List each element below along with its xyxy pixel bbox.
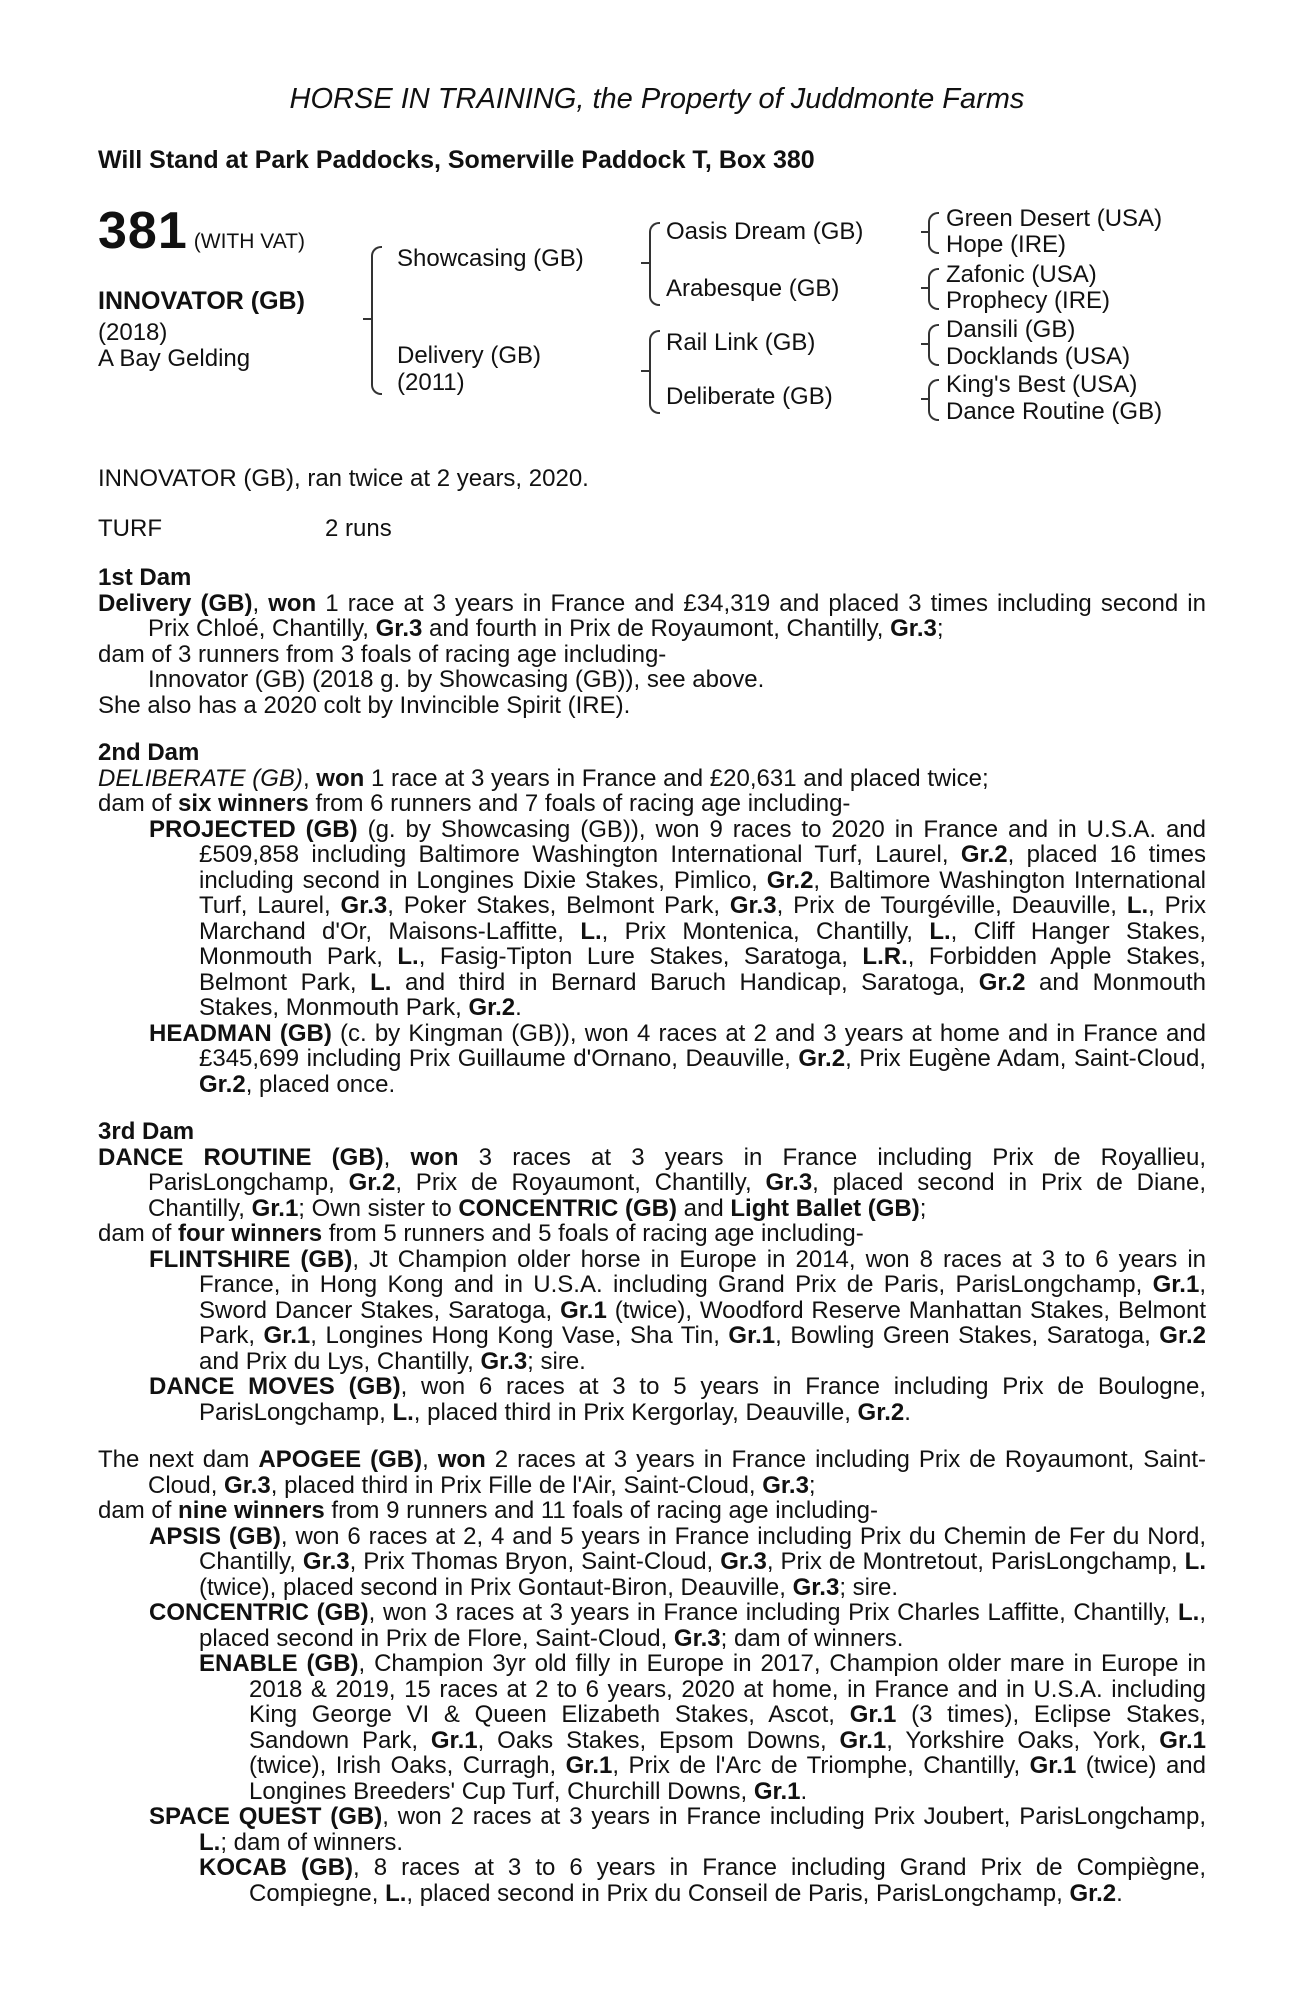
bold-text: Gr.3 <box>340 892 388 919</box>
text-run: , placed second in Prix de Flore, Saint-Cloud, <box>199 1599 1206 1652</box>
text-run: , Prix Montenica, Chantilly, <box>601 917 930 945</box>
text-run: Innovator (GB) (2018 g. by Showcasing (GB)), see above. <box>148 666 765 693</box>
grandsire-brace-4 <box>928 379 939 421</box>
bold-text: KOCAB (GB) <box>199 1854 354 1881</box>
text-run: She also has a 2020 colt by Invincible Spirit (IRE). <box>98 691 631 719</box>
bold-text: L. <box>199 1828 221 1856</box>
text-run: The next dam <box>98 1446 259 1473</box>
pedigree-g7: King's Best (USA) <box>946 371 1138 398</box>
bold-text: Gr.2 <box>766 866 814 894</box>
bold-text: Gr.1 <box>251 1194 299 1222</box>
text-run: , Forbidden Apple Stakes, Belmont Park, <box>199 943 1207 996</box>
text-run: from 9 runners and 11 foals of racing age including- <box>324 1497 878 1524</box>
pedigree-paragraph <box>98 1021 1206 1098</box>
text-run: ; <box>808 1471 816 1499</box>
stand-location: Will Stand at Park Paddocks, Somerville Paddock T, Box 380 <box>98 146 815 174</box>
bold-text: L. <box>392 1398 414 1426</box>
text-run: 1 race at 3 years in France and £20,631 and placed twice; <box>364 764 989 792</box>
text-run: (3 times), Eclipse Stakes, Sandown Park, <box>249 1701 1206 1754</box>
text-run: . <box>800 1777 808 1805</box>
text-run: dam of <box>98 790 179 817</box>
text-run: , <box>383 1143 411 1171</box>
grandsire-brace-1-point <box>921 231 929 233</box>
text-run: . <box>1116 1879 1123 1907</box>
dam-dam-name: Deliberate (GB) <box>666 383 833 410</box>
bold-text: L. <box>1184 1548 1206 1575</box>
text-run: , Bowling Green Stakes, Saratoga, <box>775 1322 1160 1349</box>
bold-text: Delivery (GB) <box>98 589 253 617</box>
foaling-year: (2018) <box>98 319 168 346</box>
text-run: , Prix Eugène Adam, Saint-Cloud, <box>845 1045 1206 1072</box>
bold-text: Gr.3 <box>302 1548 350 1575</box>
vat-note: (WITH VAT) <box>193 230 305 253</box>
text-run: , Prix de Tourgéville, Deauville, <box>776 892 1127 919</box>
bold-text: L. <box>1126 892 1149 919</box>
text-run: and <box>677 1194 731 1222</box>
bold-text: Gr.3 <box>765 1169 813 1196</box>
bold-text: Gr.1 <box>1029 1752 1077 1779</box>
text-run: , Longines Hong Kong Vase, Sha Tin, <box>310 1322 729 1349</box>
bold-text: SPACE QUEST (GB) <box>149 1803 383 1830</box>
race-summary: INNOVATOR (GB), ran twice at 2 years, 2020. <box>98 465 589 492</box>
text-run: ; sire. <box>839 1573 898 1601</box>
bold-text: six winners <box>178 790 309 817</box>
lot-number: 381 <box>98 202 188 260</box>
pedigree-g8: Dance Routine (GB) <box>946 398 1163 425</box>
bold-text: Gr.2 <box>857 1398 905 1426</box>
pedigree-paragraph <box>98 667 1206 693</box>
text-run: dam of <box>98 1497 179 1524</box>
text-run: ; dam of winners. <box>720 1624 904 1652</box>
text-run: , placed second in Prix de Diane, Chantilly, <box>148 1169 1206 1222</box>
bold-text: Gr.3 <box>224 1471 271 1499</box>
text-run: , Prix de Montretout, ParisLongchamp, <box>766 1548 1185 1575</box>
text-run: , Jt Champion older horse in Europe in 2014, won 8 races at 3 to 6 years in France, in Hong Kong and in U.S.A. including Grand Prix de Paris, ParisLongchamp, <box>199 1245 1207 1298</box>
grandsire-brace-2-point <box>921 287 929 289</box>
dam-name: Delivery (GB) <box>397 342 542 369</box>
bold-text: L.R. <box>862 943 908 970</box>
bold-text: Gr.2 <box>199 1070 246 1098</box>
text-run: , won 2 races at 3 years in France including Prix Joubert, ParisLongchamp, <box>382 1803 1207 1830</box>
text-run: , <box>252 589 269 617</box>
text-run: dam of 3 runners from 3 foals of racing age including- <box>98 640 667 668</box>
pedigree-paragraph <box>98 1600 1206 1651</box>
text-run: 2 races at 3 years in France including Prix de Royaumont, Saint-Cloud, <box>148 1446 1206 1499</box>
horse-description: A Bay Gelding <box>98 345 251 372</box>
text-run: and Monmouth Stakes, Monmouth Park, <box>199 968 1206 1021</box>
text-run: 1 race at 3 years in France and £34,319 and placed 3 times including second in Prix Chloé, Chantilly, <box>148 589 1206 642</box>
bold-text: L. <box>370 968 392 996</box>
text-run: and Prix du Lys, Chantilly, <box>199 1347 481 1375</box>
bold-text: won <box>316 764 365 792</box>
bold-text: Gr.1 <box>263 1322 311 1349</box>
pedigree-g4: Prophecy (IRE) <box>946 287 1111 314</box>
pedigree-paragraph <box>98 1221 1206 1247</box>
italic-text: DELIBERATE (GB) <box>98 764 303 792</box>
bold-text: Gr.1 <box>839 1726 887 1754</box>
text-run: , placed third in Prix Kergorlay, Deauville, <box>413 1398 858 1426</box>
bold-text: FLINTSHIRE (GB) <box>149 1245 353 1273</box>
bold-text: Gr.2 <box>978 968 1026 996</box>
text-run: ; sire. <box>527 1347 586 1375</box>
sire-line-brace <box>649 222 660 306</box>
text-run: ; Own sister to <box>298 1194 459 1222</box>
bold-text: Light Ballet (GB) <box>730 1194 920 1222</box>
section-heading: 3rd Dam <box>98 1118 195 1145</box>
text-run: , Oaks Stakes, Epsom Downs, <box>477 1726 840 1754</box>
section-heading: 2nd Dam <box>98 739 200 766</box>
grandsire-brace-2 <box>928 268 939 310</box>
bold-text: Gr.1 <box>728 1322 776 1349</box>
text-run: , Fasig-Tipton Lure Stakes, Saratoga, <box>418 943 863 970</box>
page-title: HORSE IN TRAINING, the Property of Juddmonte Farms <box>289 83 1025 115</box>
text-run: and fourth in Prix de Royaumont, Chantilly, <box>422 615 891 642</box>
pedigree-g3: Zafonic (USA) <box>946 261 1097 288</box>
grandsire-brace-4-point <box>921 398 929 400</box>
pedigree-paragraph <box>98 1247 1206 1375</box>
text-run: dam of <box>98 1220 179 1247</box>
pedigree-paragraph <box>98 791 1206 817</box>
bold-text: Gr.3 <box>720 1548 767 1575</box>
text-run: , won 6 races at 2, 4 and 5 years in France including Prix du Chemin de Fer du Nord, Chantilly, <box>199 1522 1206 1575</box>
sire-dam-name: Arabesque (GB) <box>666 275 840 302</box>
sire-sire-name: Oasis Dream (GB) <box>666 218 864 245</box>
text-run: , Prix Marchand d'Or, Maisons-Laffitte, <box>199 892 1206 945</box>
bold-text: Gr.2 <box>1159 1322 1206 1349</box>
pedigree-paragraph <box>98 1524 1206 1601</box>
bold-text: APSIS (GB) <box>149 1522 281 1550</box>
text-run: , Sword Dancer Stakes, Saratoga, <box>199 1271 1206 1324</box>
section-heading: 1st Dam <box>98 564 192 591</box>
bold-text: ENABLE (GB) <box>199 1650 359 1677</box>
text-run: (twice), placed second in Prix Gontaut-Biron, Deauville, <box>199 1573 793 1601</box>
bold-text: L. <box>929 917 951 945</box>
text-run: (twice), Irish Oaks, Curragh, <box>249 1752 566 1779</box>
bold-text: won <box>268 589 317 617</box>
pedigree-paragraph <box>98 1498 1206 1524</box>
text-run: , Champion 3yr old filly in Europe in 2017, Champion older mare in Europe in 2018 & 2019, 15 races at 2 to 6 years, 2020 at home, in France and in U.S.A. including King George VI & Queen Elizabeth Stakes, Ascot, <box>249 1650 1206 1728</box>
bold-text: Gr.2 <box>960 841 1008 868</box>
bold-text: won <box>410 1143 459 1171</box>
text-run: . <box>515 994 522 1021</box>
bold-text: nine winners <box>178 1497 325 1524</box>
dam-line-brace <box>649 330 660 414</box>
dam-sire-name: Rail Link (GB) <box>666 329 816 356</box>
text-run: (c. by Kingman (GB)), won 4 races at 2 and 3 years at home and in France and £345,699 including Prix Guillaume d'Ornano, Deauville, <box>199 1019 1207 1072</box>
bold-text: Gr.1 <box>430 1726 478 1754</box>
bold-text: Gr.3 <box>673 1624 721 1652</box>
pedigree-g1: Green Desert (USA) <box>946 205 1163 232</box>
text-run: ; <box>919 1194 927 1222</box>
dam-year: (2011) <box>397 369 465 396</box>
pedigree-paragraph <box>98 1374 1206 1425</box>
text-run: , Prix Thomas Bryon, Saint-Cloud, <box>349 1548 721 1575</box>
text-run: from 6 runners and 7 foals of racing age including- <box>308 790 851 817</box>
pedigree-paragraph <box>98 693 1206 719</box>
text-run: . <box>904 1398 911 1426</box>
text-run: , won 3 races at 3 years in France including Prix Charles Laffitte, Chantilly, <box>368 1599 1178 1626</box>
bold-text: won <box>437 1446 486 1473</box>
bold-text: Gr.3 <box>729 892 777 919</box>
bold-text: DANCE ROUTINE (GB) <box>98 1143 384 1171</box>
text-run: , Yorkshire Oaks, York, <box>886 1726 1160 1754</box>
lot-heading <box>98 201 305 261</box>
text-run: (g. by Showcasing (GB)), won 9 races to 2020 in France and in U.S.A. and £509,858 including Baltimore Washington International Turf, Laurel, <box>199 815 1206 868</box>
pedigree-paragraph <box>98 817 1206 1021</box>
text-run: , placed third in Prix Fille de l'Air, Saint-Cloud, <box>270 1471 763 1499</box>
bold-text: PROJECTED (GB) <box>149 815 358 843</box>
pedigree-g2: Hope (IRE) <box>946 231 1067 258</box>
grandsire-brace-3-point <box>921 343 929 345</box>
text-run: , Cliff Hanger Stakes, Monmouth Park, <box>199 917 1206 970</box>
pedigree-brace-point <box>363 318 371 320</box>
pedigree-paragraph <box>98 1855 1206 1906</box>
text-run: ; <box>936 615 944 642</box>
text-run: , placed second in Prix du Conseil de Paris, ParisLongchamp, <box>406 1879 1070 1907</box>
text-run: 3 races at 3 years in France including Prix de Royallieu, ParisLongchamp, <box>148 1143 1206 1196</box>
pedigree-g5: Dansili (GB) <box>946 316 1076 343</box>
text-run: , <box>422 1446 438 1473</box>
bold-text: L. <box>397 943 419 970</box>
text-run: , <box>302 764 317 792</box>
bold-text: Gr.1 <box>560 1296 607 1324</box>
bold-text: Gr.1 <box>565 1752 613 1779</box>
bold-text: CONCENTRIC (GB) <box>149 1599 369 1626</box>
text-run: and third in Bernard Baruch Handicap, Saratoga, <box>391 968 979 996</box>
bold-text: Gr.2 <box>1069 1879 1117 1907</box>
horse-name: INNOVATOR (GB) <box>98 287 305 315</box>
grandsire-brace-1 <box>928 212 939 254</box>
sire-line-brace-point <box>641 262 649 264</box>
grandsire-brace-3 <box>928 324 939 366</box>
pedigree-paragraph <box>98 766 1206 792</box>
bold-text: HEADMAN (GB) <box>149 1019 332 1047</box>
bold-text: Gr.2 <box>348 1169 396 1196</box>
bold-text: Gr.3 <box>480 1347 528 1375</box>
pedigree-paragraph <box>98 1651 1206 1804</box>
sire-name: Showcasing (GB) <box>397 245 584 272</box>
pedigree-paragraph <box>98 642 1206 668</box>
text-run: , placed once. <box>245 1070 396 1098</box>
bold-text: Gr.2 <box>468 994 516 1021</box>
text-run: (twice) and Longines Breeders' Cup Turf, Churchill Downs, <box>249 1752 1206 1805</box>
text-run: , Baltimore Washington International Turf, Laurel, <box>199 866 1207 919</box>
bold-text: CONCENTRIC (GB) <box>458 1194 677 1222</box>
bold-text: Gr.3 <box>792 1573 840 1601</box>
text-run: from 5 runners and 5 foals of racing age including- <box>322 1220 864 1247</box>
pedigree-paragraph <box>98 1804 1206 1855</box>
pedigree-notes <box>98 565 1206 1906</box>
pedigree-g6: Docklands (USA) <box>946 343 1131 370</box>
bold-text: Gr.1 <box>753 1777 801 1805</box>
dam-line-brace-point <box>641 370 649 372</box>
text-run: (twice), Woodford Reserve Manhattan Stakes, Belmont Park, <box>199 1296 1206 1349</box>
bold-text: DANCE MOVES (GB) <box>149 1373 401 1400</box>
text-run: , Poker Stakes, Belmont Park, <box>387 892 730 919</box>
text-run: , won 6 races at 3 to 5 years in France including Prix de Boulogne, ParisLongchamp, <box>199 1373 1207 1426</box>
text-run: , placed 16 times including second in Longines Dixie Stakes, Pimlico, <box>199 841 1206 894</box>
text-run: , Prix de Royaumont, Chantilly, <box>395 1169 766 1196</box>
bold-text: Gr.2 <box>798 1045 846 1072</box>
pedigree-paragraph <box>98 1145 1206 1222</box>
bold-text: L. <box>385 1879 407 1907</box>
turf-runs: 2 runs <box>325 515 392 542</box>
section-gap <box>98 1425 1206 1447</box>
pedigree-brace <box>371 246 382 395</box>
bold-text: four winners <box>178 1220 323 1247</box>
bold-text: Gr.1 <box>849 1701 897 1728</box>
text-run: , 8 races at 3 to 6 years in France including Grand Prix de Compiègne, Compiegne, <box>249 1854 1206 1907</box>
text-run: , Prix de l'Arc de Triomphe, Chantilly, <box>612 1752 1030 1779</box>
bold-text: Gr.3 <box>762 1471 809 1499</box>
bold-text: Gr.1 <box>1159 1726 1206 1754</box>
turf-label: TURF <box>98 515 162 542</box>
bold-text: Gr.1 <box>1152 1271 1200 1298</box>
bold-text: APOGEE (GB) <box>258 1446 423 1473</box>
bold-text: Gr.3 <box>375 615 423 642</box>
pedigree-paragraph <box>98 591 1206 642</box>
bold-text: L. <box>580 917 602 945</box>
text-run: ; dam of winners. <box>220 1828 404 1856</box>
pedigree-paragraph <box>98 1447 1206 1498</box>
bold-text: Gr.3 <box>890 615 937 642</box>
bold-text: L. <box>1178 1599 1200 1626</box>
